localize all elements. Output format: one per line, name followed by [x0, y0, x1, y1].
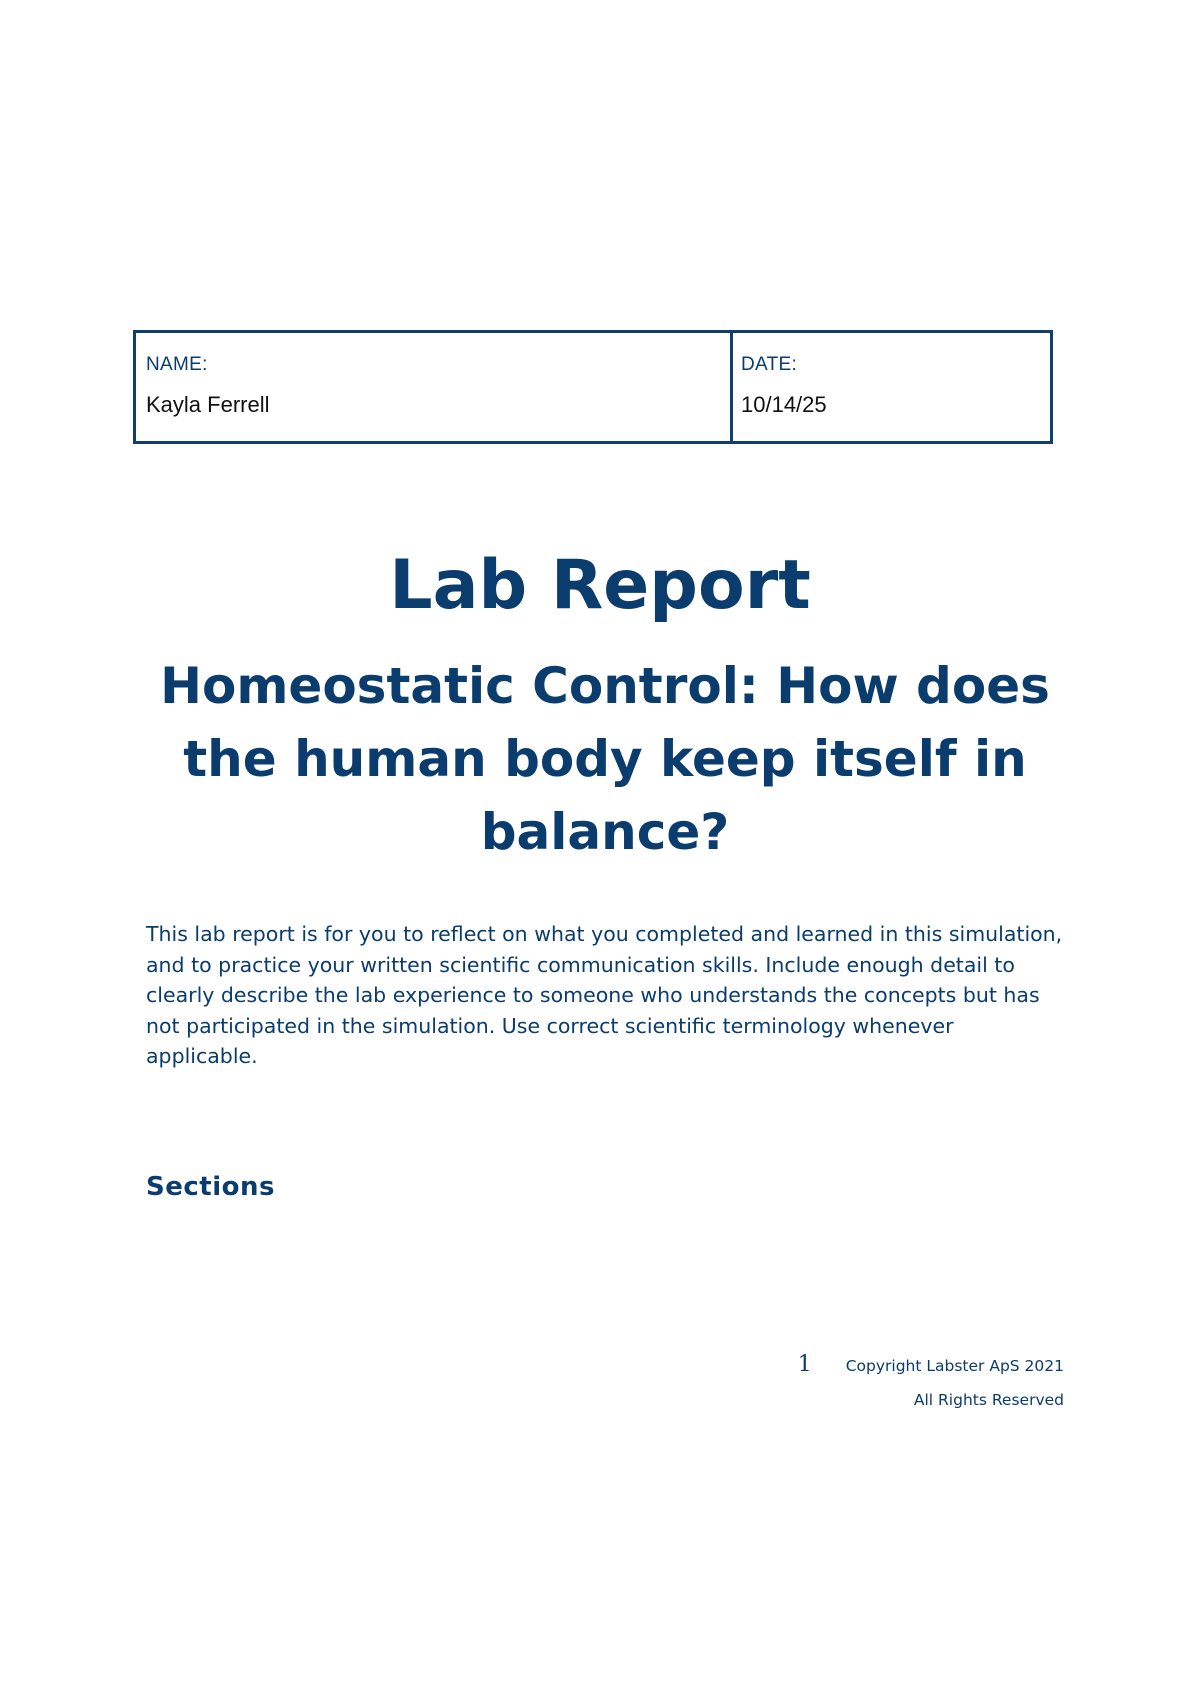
sections-heading: Sections [146, 1172, 275, 1202]
date-cell [733, 333, 1050, 441]
date-value[interactable]: 10/14/25 [741, 392, 827, 417]
copyright-text: Copyright Labster ApS 2021 [845, 1357, 1064, 1375]
footer-row [798, 1352, 1064, 1377]
name-value[interactable]: Kayla Ferrell [146, 392, 270, 417]
date-label: DATE: [741, 354, 798, 375]
intro-paragraph: This lab report is for you to reflect on what you completed and learned in this simulation, and to practice your written scientific communication skills. Include enough detail to clearly describe the lab experience to someone who understands the concepts but has not participated in the simulation. Use correct scientific terminology whenever applicable. [146, 922, 1063, 1068]
document-title: Lab Report [389, 546, 811, 625]
document-subtitle: Homeostatic Control: How does the human body keep itself in balance? [160, 657, 1050, 861]
name-cell [136, 333, 733, 441]
page-footer [798, 1352, 1064, 1409]
rights-text: All Rights Reserved [913, 1391, 1064, 1409]
name-date-table [133, 330, 1053, 444]
name-label: NAME: [146, 354, 208, 375]
page-number: 1 [797, 1352, 812, 1377]
